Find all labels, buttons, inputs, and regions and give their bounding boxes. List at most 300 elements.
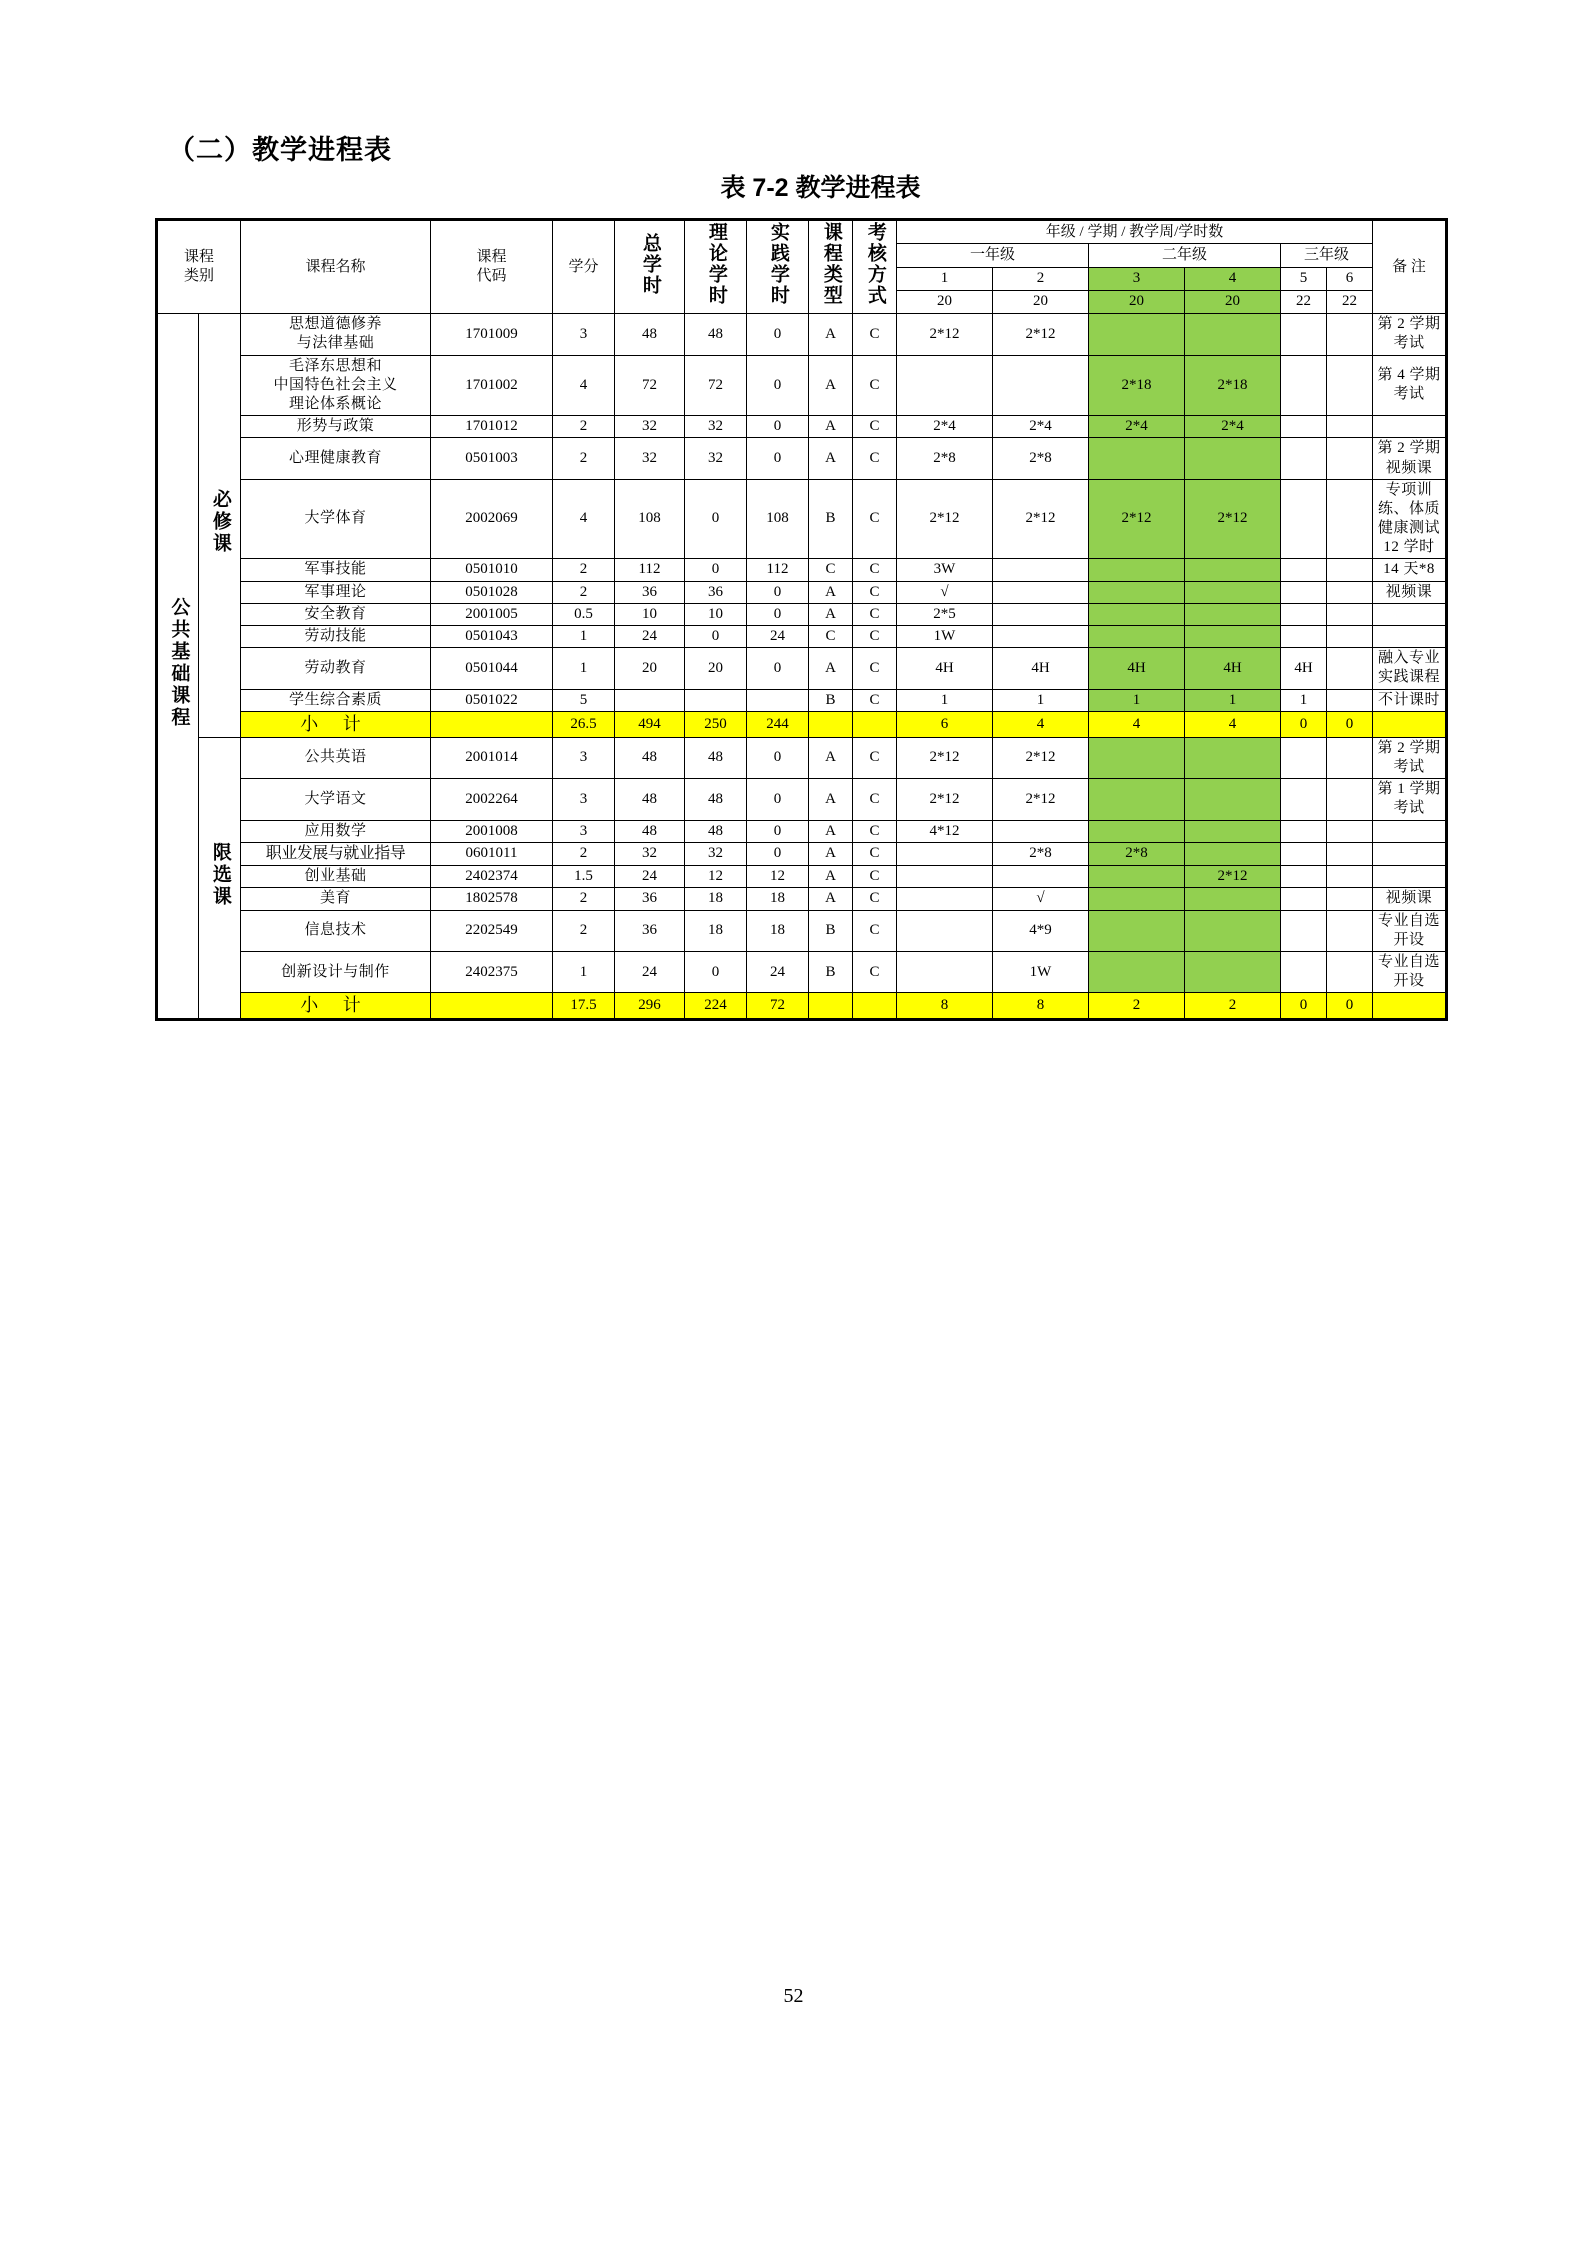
- header-weeks-sem-3: 20: [1089, 290, 1185, 313]
- cell-credits: 3: [553, 820, 615, 842]
- cell-semester-2-hours: [993, 626, 1089, 648]
- subtotal-theory-hours: 250: [685, 711, 747, 737]
- header-grade-group: 年级 / 学期 / 教学周/学时数: [897, 220, 1373, 244]
- cell-semester-1-hours: 2*4: [897, 416, 993, 438]
- cell-remark: 第 1 学期考试: [1373, 779, 1447, 820]
- header-course-code: 课程 代码: [431, 220, 553, 314]
- cell-semester-4-hours: 4H: [1185, 648, 1281, 689]
- cell-remark: [1373, 626, 1447, 648]
- header-year-1: 一年级: [897, 244, 1089, 267]
- subtotal-semester-5: 0: [1281, 711, 1327, 737]
- cell-semester-5-hours: [1281, 559, 1327, 581]
- subtotal-semester-6: 0: [1327, 711, 1373, 737]
- cell-semester-4-hours: [1185, 314, 1281, 355]
- cell-theory-hours: 12: [685, 866, 747, 888]
- cell-semester-6-hours: [1327, 479, 1373, 559]
- cell-semester-5-hours: [1281, 479, 1327, 559]
- cell-assess-method: C: [853, 479, 897, 559]
- cell-credits: 2: [553, 581, 615, 603]
- subtotal-semester-3: 4: [1089, 711, 1185, 737]
- cell-semester-2-hours: [993, 603, 1089, 625]
- subtotal-remark: [1373, 711, 1447, 737]
- cell-semester-4-hours: 2*18: [1185, 355, 1281, 416]
- header-semester-4: 4: [1185, 267, 1281, 290]
- cell-course-type: C: [809, 559, 853, 581]
- cell-course-code: 0601011: [431, 842, 553, 865]
- cell-semester-2-hours: [993, 355, 1089, 416]
- schedule-table-container: [155, 218, 1445, 1021]
- cell-theory-hours: 48: [685, 314, 747, 355]
- cell-theory-hours: 0: [685, 479, 747, 559]
- cell-theory-hours: 48: [685, 820, 747, 842]
- header-total-hours: 总学时: [615, 220, 685, 314]
- cell-total-hours: 48: [615, 779, 685, 820]
- cell-course-type: C: [809, 626, 853, 648]
- cell-practice-hours: 24: [747, 951, 809, 992]
- cell-semester-4-hours: [1185, 559, 1281, 581]
- cell-semester-4-hours: [1185, 820, 1281, 842]
- cell-total-hours: 32: [615, 416, 685, 438]
- cell-semester-4-hours: [1185, 888, 1281, 910]
- subtotal-semester-4: 2: [1185, 993, 1281, 1020]
- cell-course-name: 安全教育: [241, 603, 431, 625]
- header-assess-method: 考核方式: [853, 220, 897, 314]
- cell-group-limited-elective: 限选课: [199, 737, 241, 1020]
- cell-remark: [1373, 820, 1447, 842]
- cell-semester-3-hours: [1089, 438, 1185, 479]
- cell-semester-4-hours: [1185, 737, 1281, 778]
- cell-semester-2-hours: 2*12: [993, 314, 1089, 355]
- subtotal-semester-5: 0: [1281, 993, 1327, 1020]
- header-semester-1: 1: [897, 267, 993, 290]
- subtotal-remark: [1373, 993, 1447, 1020]
- cell-credits: 3: [553, 314, 615, 355]
- cell-course-code: 2202549: [431, 910, 553, 951]
- cell-course-code: 2402374: [431, 866, 553, 888]
- cell-remark: 第 2 学期考试: [1373, 314, 1447, 355]
- header-year-2: 二年级: [1089, 244, 1281, 267]
- cell-credits: 2: [553, 888, 615, 910]
- cell-semester-4-hours: [1185, 951, 1281, 992]
- cell-semester-6-hours: [1327, 820, 1373, 842]
- cell-course-type: A: [809, 779, 853, 820]
- cell-semester-1-hours: 4H: [897, 648, 993, 689]
- cell-course-type: A: [809, 888, 853, 910]
- cell-course-code: 0501028: [431, 581, 553, 603]
- cell-credits: 2: [553, 438, 615, 479]
- cell-course-name: 职业发展与就业指导: [241, 842, 431, 865]
- cell-semester-6-hours: [1327, 866, 1373, 888]
- cell-semester-4-hours: [1185, 779, 1281, 820]
- cell-total-hours: 24: [615, 951, 685, 992]
- subtotal-semester-1: 8: [897, 993, 993, 1020]
- cell-semester-6-hours: [1327, 438, 1373, 479]
- cell-total-hours: 24: [615, 866, 685, 888]
- cell-semester-4-hours: [1185, 842, 1281, 865]
- cell-semester-3-hours: 4H: [1089, 648, 1185, 689]
- cell-total-hours: 112: [615, 559, 685, 581]
- cell-theory-hours: 18: [685, 888, 747, 910]
- cell-semester-4-hours: [1185, 910, 1281, 951]
- cell-total-hours: 108: [615, 479, 685, 559]
- subtotal-course-type: [809, 711, 853, 737]
- subtotal-semester-2: 8: [993, 993, 1089, 1020]
- cell-practice-hours: 0: [747, 603, 809, 625]
- cell-semester-5-hours: [1281, 779, 1327, 820]
- cell-course-code: 0501043: [431, 626, 553, 648]
- cell-practice-hours: 0: [747, 648, 809, 689]
- cell-remark: 第 2 学期考试: [1373, 737, 1447, 778]
- subtotal-code: [431, 711, 553, 737]
- cell-remark: 专项训练、体质健康测试 12 学时: [1373, 479, 1447, 559]
- cell-credits: 3: [553, 737, 615, 778]
- cell-course-type: A: [809, 842, 853, 865]
- cell-semester-1-hours: 2*12: [897, 737, 993, 778]
- cell-course-type: B: [809, 689, 853, 711]
- cell-remark: 专业自选开设: [1373, 951, 1447, 992]
- cell-theory-hours: 72: [685, 355, 747, 416]
- header-remark: 备 注: [1373, 220, 1447, 314]
- cell-course-type: A: [809, 438, 853, 479]
- teaching-schedule-table: [155, 218, 1448, 1021]
- cell-total-hours: 24: [615, 626, 685, 648]
- cell-semester-3-hours: [1089, 820, 1185, 842]
- cell-semester-6-hours: [1327, 842, 1373, 865]
- cell-semester-2-hours: 4*9: [993, 910, 1089, 951]
- cell-course-name: 大学语文: [241, 779, 431, 820]
- cell-course-type: A: [809, 648, 853, 689]
- cell-credits: 5: [553, 689, 615, 711]
- subtotal-credits: 17.5: [553, 993, 615, 1020]
- table-row: [157, 689, 1447, 711]
- cell-total-hours: 10: [615, 603, 685, 625]
- table-row: [157, 737, 1447, 778]
- cell-theory-hours: 0: [685, 626, 747, 648]
- cell-theory-hours: 48: [685, 737, 747, 778]
- cell-semester-3-hours: 2*4: [1089, 416, 1185, 438]
- cell-semester-3-hours: [1089, 910, 1185, 951]
- subtotal-semester-6: 0: [1327, 993, 1373, 1020]
- cell-course-name: 形势与政策: [241, 416, 431, 438]
- cell-remark: [1373, 416, 1447, 438]
- cell-remark: 融入专业实践课程: [1373, 648, 1447, 689]
- cell-assess-method: C: [853, 355, 897, 416]
- header-semester-6: 6: [1327, 267, 1373, 290]
- cell-practice-hours: 0: [747, 737, 809, 778]
- header-row-1: [157, 220, 1447, 244]
- cell-semester-2-hours: [993, 559, 1089, 581]
- cell-credits: 0.5: [553, 603, 615, 625]
- cell-semester-2-hours: 1W: [993, 951, 1089, 992]
- cell-remark: 第 2 学期视频课: [1373, 438, 1447, 479]
- subtotal-assess-method: [853, 711, 897, 737]
- cell-assess-method: C: [853, 689, 897, 711]
- cell-remark: 专业自选开设: [1373, 910, 1447, 951]
- cell-semester-5-hours: [1281, 314, 1327, 355]
- cell-semester-5-hours: [1281, 910, 1327, 951]
- cell-semester-6-hours: [1327, 581, 1373, 603]
- subtotal-assess-method: [853, 993, 897, 1020]
- cell-semester-4-hours: [1185, 603, 1281, 625]
- table-row: [157, 314, 1447, 355]
- cell-course-name: 学生综合素质: [241, 689, 431, 711]
- page-number: 52: [783, 1985, 804, 2007]
- cell-theory-hours: 32: [685, 842, 747, 865]
- cell-remark: [1373, 842, 1447, 865]
- cell-course-name: 美育: [241, 888, 431, 910]
- cell-semester-5-hours: [1281, 737, 1327, 778]
- cell-credits: 3: [553, 779, 615, 820]
- header-semester-2: 2: [993, 267, 1089, 290]
- cell-semester-6-hours: [1327, 737, 1373, 778]
- cell-course-type: A: [809, 866, 853, 888]
- cell-credits: 4: [553, 355, 615, 416]
- subtotal-semester-3: 2: [1089, 993, 1185, 1020]
- subtotal-label: 小 计: [241, 993, 431, 1020]
- cell-course-type: B: [809, 910, 853, 951]
- cell-theory-hours: 32: [685, 416, 747, 438]
- cell-course-type: A: [809, 603, 853, 625]
- cell-course-code: 2001005: [431, 603, 553, 625]
- cell-remark: 不计课时: [1373, 689, 1447, 711]
- section-heading: （二）教学进程表: [168, 135, 392, 165]
- cell-course-name: 劳动教育: [241, 648, 431, 689]
- table-row: [157, 559, 1447, 581]
- cell-course-type: A: [809, 355, 853, 416]
- cell-assess-method: C: [853, 820, 897, 842]
- cell-semester-3-hours: 2*8: [1089, 842, 1185, 865]
- cell-semester-5-hours: [1281, 603, 1327, 625]
- header-weeks-sem-1: 20: [897, 290, 993, 313]
- cell-semester-1-hours: 2*8: [897, 438, 993, 479]
- cell-theory-hours: 20: [685, 648, 747, 689]
- cell-course-type: A: [809, 314, 853, 355]
- cell-semester-6-hours: [1327, 910, 1373, 951]
- cell-credits: 1: [553, 648, 615, 689]
- cell-total-hours: 36: [615, 888, 685, 910]
- cell-course-code: 2001014: [431, 737, 553, 778]
- cell-semester-4-hours: 2*4: [1185, 416, 1281, 438]
- cell-semester-1-hours: [897, 866, 993, 888]
- cell-assess-method: C: [853, 416, 897, 438]
- cell-course-type: A: [809, 737, 853, 778]
- cell-semester-2-hours: [993, 820, 1089, 842]
- cell-course-name: 毛泽东思想和 中国特色社会主义 理论体系概论: [241, 355, 431, 416]
- subtotal-course-type: [809, 993, 853, 1020]
- cell-assess-method: C: [853, 888, 897, 910]
- cell-semester-1-hours: 1: [897, 689, 993, 711]
- cell-total-hours: 32: [615, 842, 685, 865]
- cell-course-name: 大学体育: [241, 479, 431, 559]
- cell-theory-hours: 36: [685, 581, 747, 603]
- cell-semester-6-hours: [1327, 355, 1373, 416]
- header-theory-hours: 理论学时: [685, 220, 747, 314]
- cell-practice-hours: 0: [747, 842, 809, 865]
- cell-semester-2-hours: [993, 581, 1089, 603]
- cell-credits: 2: [553, 910, 615, 951]
- subtotal-label: 小 计: [241, 711, 431, 737]
- cell-semester-6-hours: [1327, 559, 1373, 581]
- cell-semester-6-hours: [1327, 951, 1373, 992]
- cell-course-code: 1701012: [431, 416, 553, 438]
- cell-total-hours: 36: [615, 581, 685, 603]
- cell-semester-3-hours: [1089, 581, 1185, 603]
- cell-course-name: 军事技能: [241, 559, 431, 581]
- cell-semester-3-hours: [1089, 626, 1185, 648]
- cell-total-hours: [615, 689, 685, 711]
- cell-semester-1-hours: [897, 951, 993, 992]
- cell-course-code: 1802578: [431, 888, 553, 910]
- cell-semester-1-hours: 2*12: [897, 314, 993, 355]
- cell-semester-2-hours: 4H: [993, 648, 1089, 689]
- cell-assess-method: C: [853, 314, 897, 355]
- cell-remark: 视频课: [1373, 581, 1447, 603]
- cell-theory-hours: 32: [685, 438, 747, 479]
- cell-practice-hours: 108: [747, 479, 809, 559]
- subtotal-practice-hours: 244: [747, 711, 809, 737]
- table-row: [157, 416, 1447, 438]
- cell-semester-1-hours: 2*12: [897, 479, 993, 559]
- cell-semester-5-hours: [1281, 355, 1327, 416]
- cell-semester-5-hours: [1281, 951, 1327, 992]
- cell-semester-3-hours: 2*12: [1089, 479, 1185, 559]
- cell-semester-6-hours: [1327, 603, 1373, 625]
- table-row: [157, 820, 1447, 842]
- cell-semester-5-hours: [1281, 842, 1327, 865]
- cell-semester-1-hours: 2*12: [897, 779, 993, 820]
- cell-semester-1-hours: 3W: [897, 559, 993, 581]
- cell-practice-hours: 12: [747, 866, 809, 888]
- cell-semester-5-hours: [1281, 416, 1327, 438]
- cell-remark: 视频课: [1373, 888, 1447, 910]
- cell-practice-hours: 0: [747, 314, 809, 355]
- cell-assess-method: C: [853, 626, 897, 648]
- subtotal-row: [157, 711, 1447, 737]
- cell-semester-5-hours: [1281, 866, 1327, 888]
- cell-semester-6-hours: [1327, 626, 1373, 648]
- cell-semester-3-hours: [1089, 314, 1185, 355]
- subtotal-theory-hours: 224: [685, 993, 747, 1020]
- cell-total-hours: 48: [615, 820, 685, 842]
- cell-semester-2-hours: 2*12: [993, 737, 1089, 778]
- header-semester-5: 5: [1281, 267, 1327, 290]
- cell-semester-6-hours: [1327, 648, 1373, 689]
- cell-course-code: 2001008: [431, 820, 553, 842]
- cell-practice-hours: 18: [747, 888, 809, 910]
- cell-semester-1-hours: √: [897, 581, 993, 603]
- cell-semester-1-hours: [897, 355, 993, 416]
- cell-semester-3-hours: [1089, 779, 1185, 820]
- cell-course-code: 2002264: [431, 779, 553, 820]
- header-course-type: 课程类型: [809, 220, 853, 314]
- subtotal-total-hours: 296: [615, 993, 685, 1020]
- cell-semester-1-hours: [897, 910, 993, 951]
- header-year-3: 三年级: [1281, 244, 1373, 267]
- cell-semester-3-hours: [1089, 866, 1185, 888]
- cell-course-type: A: [809, 820, 853, 842]
- cell-course-code: 1701009: [431, 314, 553, 355]
- cell-course-code: 0501003: [431, 438, 553, 479]
- subtotal-code: [431, 993, 553, 1020]
- cell-semester-6-hours: [1327, 689, 1373, 711]
- cell-credits: 2: [553, 559, 615, 581]
- cell-assess-method: C: [853, 559, 897, 581]
- cell-theory-hours: 0: [685, 559, 747, 581]
- cell-practice-hours: [747, 689, 809, 711]
- table-row: [157, 866, 1447, 888]
- cell-semester-5-hours: [1281, 626, 1327, 648]
- cell-theory-hours: [685, 689, 747, 711]
- cell-semester-2-hours: 2*8: [993, 842, 1089, 865]
- cell-semester-5-hours: 1: [1281, 689, 1327, 711]
- cell-assess-method: C: [853, 866, 897, 888]
- cell-semester-1-hours: 2*5: [897, 603, 993, 625]
- cell-practice-hours: 0: [747, 581, 809, 603]
- header-weeks-sem-2: 20: [993, 290, 1089, 313]
- cell-semester-5-hours: 4H: [1281, 648, 1327, 689]
- table-row: [157, 951, 1447, 992]
- table-row: [157, 842, 1447, 865]
- cell-semester-1-hours: [897, 888, 993, 910]
- subtotal-total-hours: 494: [615, 711, 685, 737]
- cell-practice-hours: 112: [747, 559, 809, 581]
- cell-assess-method: C: [853, 648, 897, 689]
- cell-course-code: 0501010: [431, 559, 553, 581]
- cell-semester-2-hours: [993, 866, 1089, 888]
- cell-semester-1-hours: 4*12: [897, 820, 993, 842]
- cell-semester-5-hours: [1281, 581, 1327, 603]
- cell-semester-3-hours: [1089, 559, 1185, 581]
- cell-semester-3-hours: [1089, 603, 1185, 625]
- header-credits: 学分: [553, 220, 615, 314]
- cell-course-type: A: [809, 416, 853, 438]
- cell-remark: 第 4 学期考试: [1373, 355, 1447, 416]
- cell-semester-1-hours: [897, 842, 993, 865]
- cell-semester-5-hours: [1281, 888, 1327, 910]
- cell-remark: [1373, 866, 1447, 888]
- cell-remark: 14 天*8: [1373, 559, 1447, 581]
- table-row: [157, 581, 1447, 603]
- table-row: [157, 355, 1447, 416]
- cell-assess-method: C: [853, 951, 897, 992]
- cell-semester-6-hours: [1327, 888, 1373, 910]
- cell-assess-method: C: [853, 910, 897, 951]
- cell-semester-2-hours: 2*12: [993, 779, 1089, 820]
- cell-semester-4-hours: [1185, 438, 1281, 479]
- subtotal-semester-1: 6: [897, 711, 993, 737]
- table-caption: 表 7-2 教学进程表: [720, 174, 921, 202]
- cell-practice-hours: 24: [747, 626, 809, 648]
- cell-course-name: 创新设计与制作: [241, 951, 431, 992]
- cell-course-name: 信息技术: [241, 910, 431, 951]
- cell-practice-hours: 0: [747, 438, 809, 479]
- cell-semester-6-hours: [1327, 314, 1373, 355]
- cell-semester-2-hours: √: [993, 888, 1089, 910]
- cell-course-type: B: [809, 479, 853, 559]
- cell-assess-method: C: [853, 603, 897, 625]
- cell-semester-3-hours: 2*18: [1089, 355, 1185, 416]
- cell-course-type: A: [809, 581, 853, 603]
- cell-semester-3-hours: [1089, 951, 1185, 992]
- cell-semester-3-hours: [1089, 737, 1185, 778]
- table-row: [157, 888, 1447, 910]
- table-row: [157, 626, 1447, 648]
- table-row: [157, 479, 1447, 559]
- cell-total-hours: 32: [615, 438, 685, 479]
- cell-practice-hours: 0: [747, 779, 809, 820]
- cell-theory-hours: 48: [685, 779, 747, 820]
- cell-credits: 2: [553, 842, 615, 865]
